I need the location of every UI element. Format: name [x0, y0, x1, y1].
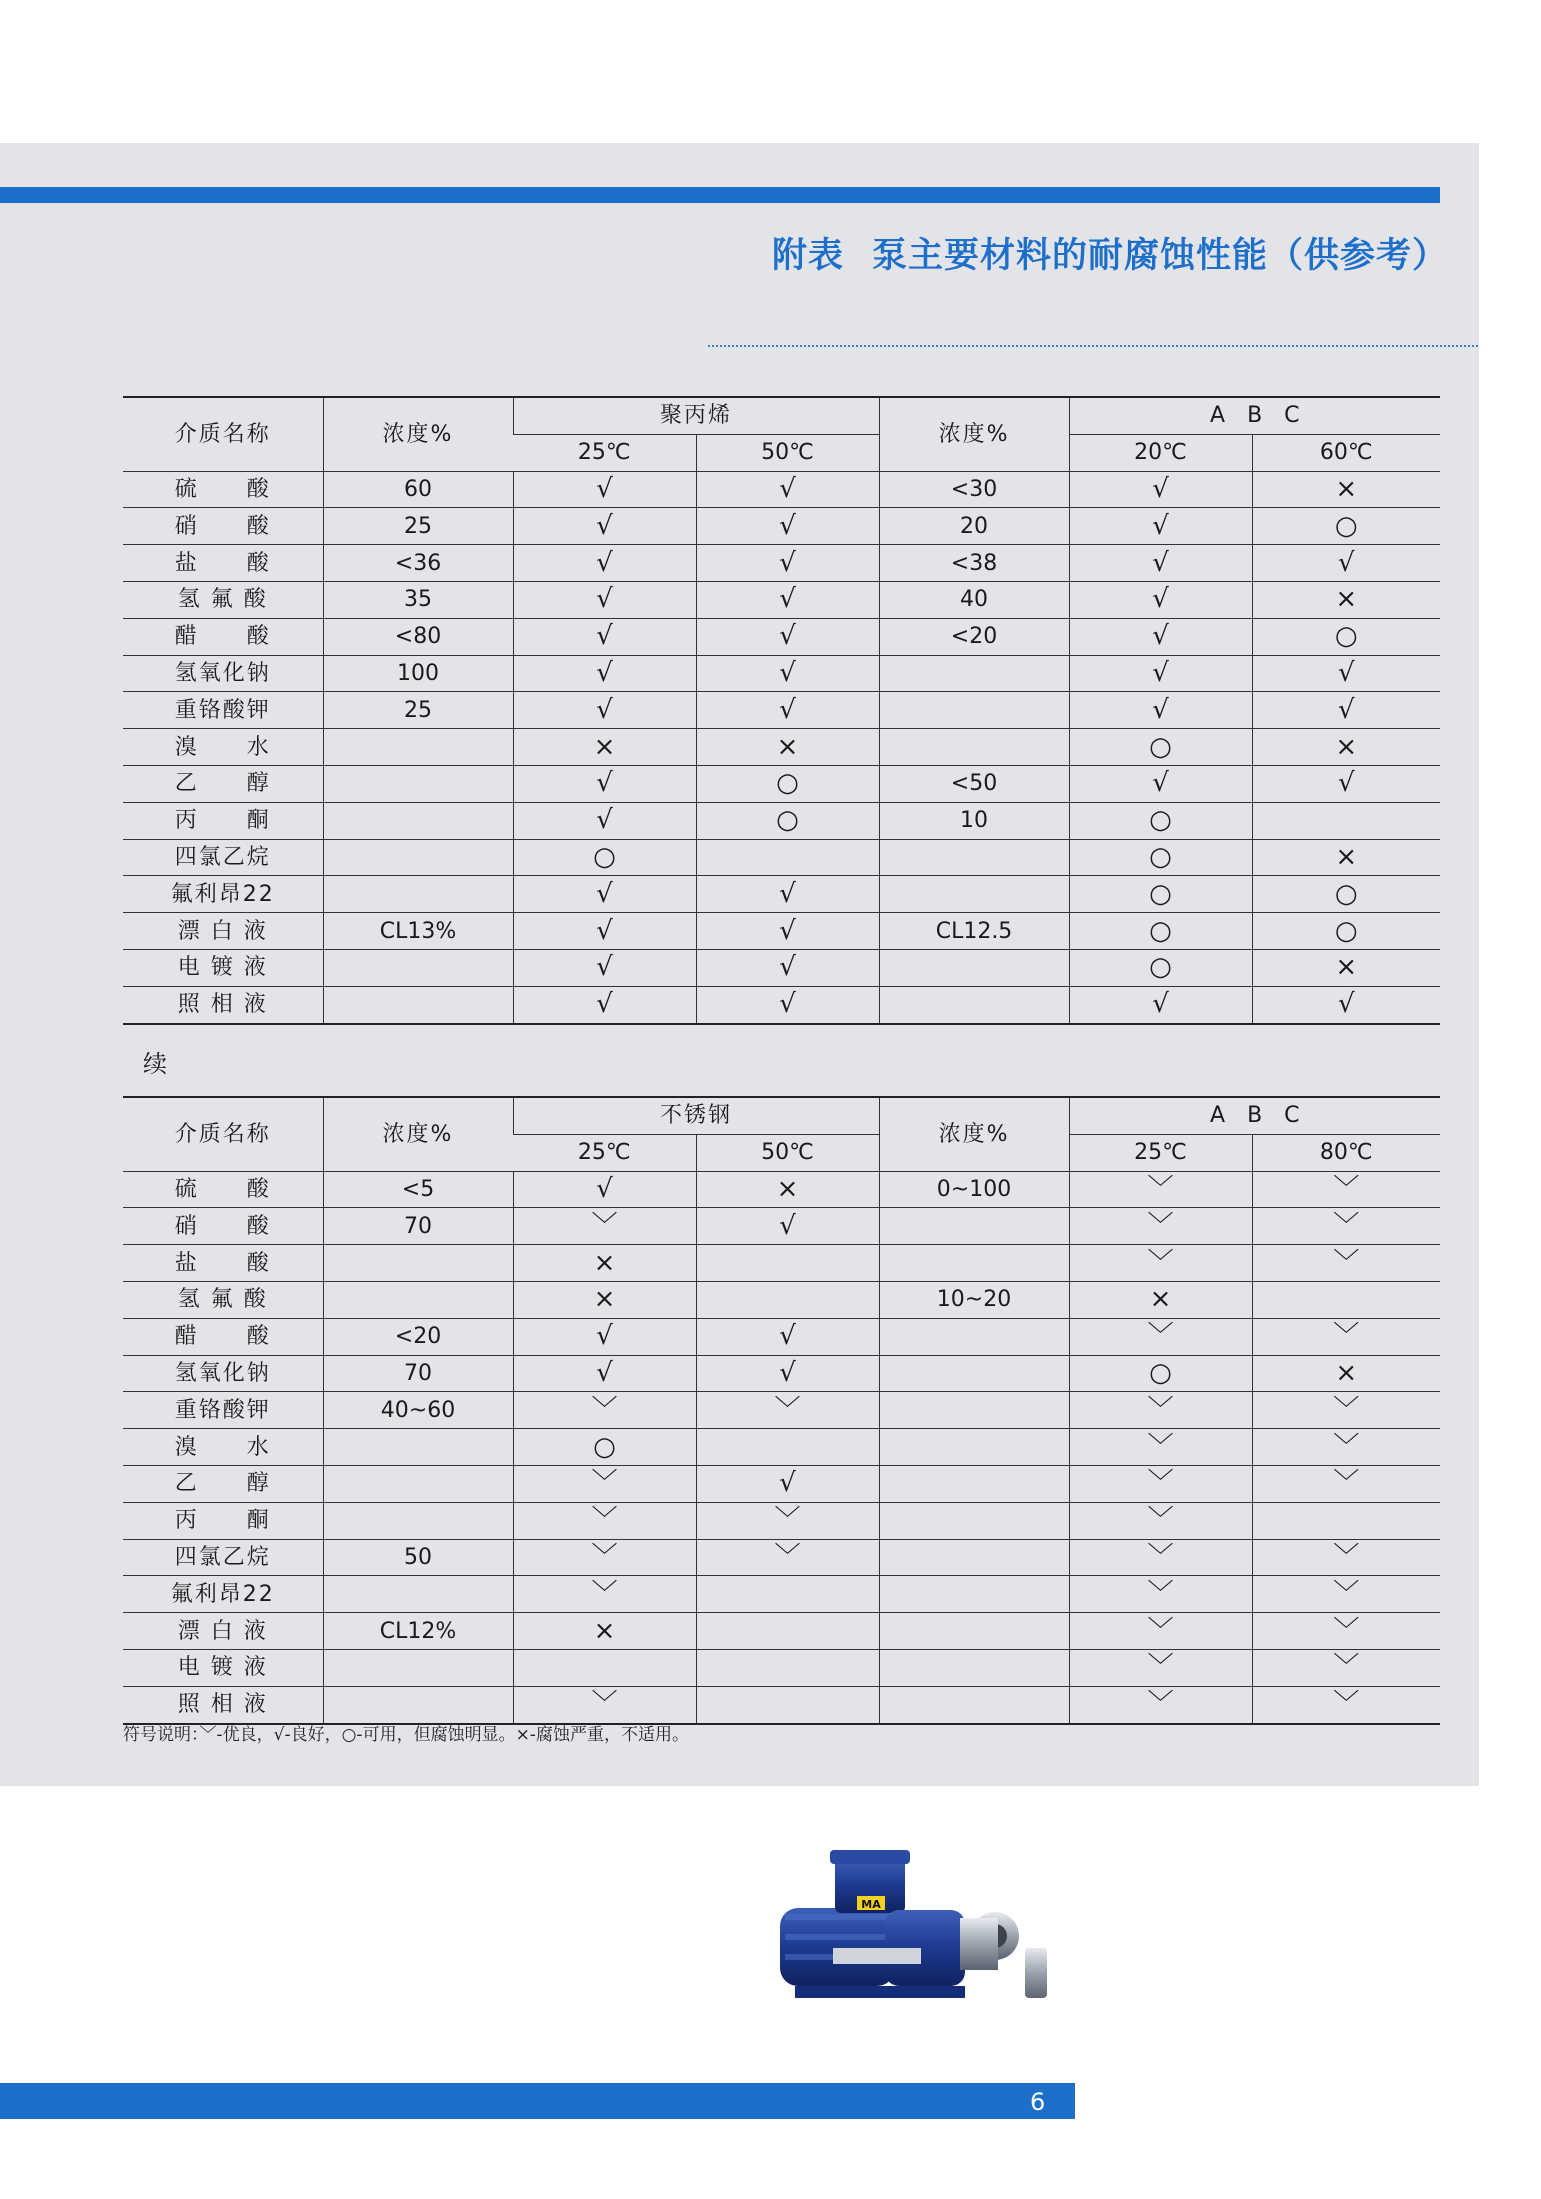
table-row — [123, 1465, 1440, 1502]
rating-cell: ﹀ — [1069, 1539, 1252, 1576]
concentration-cell: 25 — [323, 508, 513, 545]
rating-cell: × — [513, 1613, 696, 1650]
table-row — [123, 655, 1440, 692]
concentration-cell — [879, 876, 1069, 913]
medium-name-cell: 氢氧化钠 — [123, 655, 323, 692]
concentration-cell — [323, 1429, 513, 1466]
corrosion-table-polypropylene — [123, 396, 1440, 1025]
header-concentration-abc: 浓度% — [879, 397, 1069, 471]
rating-cell: ﹀ — [513, 1392, 696, 1429]
medium-name-cell: 氢 氟 酸 — [123, 581, 323, 618]
rating-cell — [696, 1429, 879, 1466]
rating-cell: × — [1069, 1281, 1252, 1318]
rating-cell: √ — [1252, 765, 1440, 802]
header-abc: A B C — [1069, 397, 1440, 434]
rating-cell: ﹀ — [1069, 1318, 1252, 1355]
table-row — [123, 876, 1440, 913]
rating-cell: × — [696, 729, 879, 766]
rating-cell: ﹀ — [1252, 1171, 1440, 1208]
header-temp-3: 20℃ — [1069, 434, 1252, 471]
rating-cell: √ — [513, 545, 696, 582]
rating-cell: √ — [1252, 545, 1440, 582]
rating-cell: √ — [513, 1318, 696, 1355]
rating-cell: √ — [513, 765, 696, 802]
concentration-cell — [879, 839, 1069, 876]
rating-cell: √ — [513, 618, 696, 655]
rating-cell: √ — [513, 692, 696, 729]
rating-cell: √ — [513, 471, 696, 508]
rating-cell: ○ — [513, 1429, 696, 1466]
concentration-cell — [879, 1355, 1069, 1392]
concentration-cell: 100 — [323, 655, 513, 692]
rating-cell: ﹀ — [1252, 1429, 1440, 1466]
rating-cell: ﹀ — [513, 1576, 696, 1613]
concentration-cell — [879, 1245, 1069, 1282]
concentration-cell — [879, 1465, 1069, 1502]
rating-cell: ﹀ — [1252, 1613, 1440, 1650]
medium-name-cell: 丙 酮 — [123, 1502, 323, 1539]
rating-cell: √ — [513, 913, 696, 950]
rating-cell: ﹀ — [1252, 1208, 1440, 1245]
rating-cell: ﹀ — [513, 1539, 696, 1576]
concentration-cell — [879, 1502, 1069, 1539]
rating-cell: √ — [1069, 618, 1252, 655]
table-row — [123, 1171, 1440, 1208]
rating-cell: ○ — [1252, 876, 1440, 913]
concentration-cell — [879, 692, 1069, 729]
rating-cell: ﹀ — [1252, 1392, 1440, 1429]
concentration-cell: 35 — [323, 581, 513, 618]
rating-cell: √ — [1069, 692, 1252, 729]
rating-cell: ○ — [1252, 913, 1440, 950]
rating-cell: √ — [1069, 986, 1252, 1023]
table-row — [123, 581, 1440, 618]
medium-name-cell: 盐 酸 — [123, 1245, 323, 1282]
medium-name-cell: 照 相 液 — [123, 986, 323, 1023]
rating-cell: √ — [1069, 508, 1252, 545]
concentration-cell: 40 — [879, 581, 1069, 618]
rating-cell: √ — [513, 508, 696, 545]
table-row — [123, 1281, 1440, 1318]
rating-cell: √ — [696, 1208, 879, 1245]
rating-cell: ○ — [1252, 508, 1440, 545]
rating-cell: ﹀ — [1069, 1208, 1252, 1245]
medium-name-cell: 硝 酸 — [123, 1208, 323, 1245]
concentration-cell — [879, 1686, 1069, 1723]
concentration-cell — [323, 986, 513, 1023]
rating-cell: × — [1252, 581, 1440, 618]
rating-cell: √ — [696, 913, 879, 950]
rating-cell: √ — [1069, 471, 1252, 508]
header-temp-2: 50℃ — [696, 1134, 879, 1171]
concentration-cell: 60 — [323, 471, 513, 508]
table-row — [123, 1208, 1440, 1245]
rating-cell: √ — [513, 581, 696, 618]
rating-cell: ﹀ — [1252, 1686, 1440, 1723]
rating-cell: ﹀ — [1069, 1576, 1252, 1613]
rating-cell: √ — [696, 655, 879, 692]
table-row — [123, 839, 1440, 876]
rating-cell: ﹀ — [1252, 1649, 1440, 1686]
medium-name-cell: 溴 水 — [123, 1429, 323, 1466]
rating-cell — [696, 1245, 879, 1282]
rating-cell: √ — [696, 986, 879, 1023]
table-row — [123, 1686, 1440, 1723]
header-concentration: 浓度% — [323, 397, 513, 471]
top-accent-bar — [0, 187, 1440, 203]
header-temp-3: 25℃ — [1069, 1134, 1252, 1171]
rating-cell: ○ — [696, 765, 879, 802]
rating-cell: √ — [696, 876, 879, 913]
table-row — [123, 1539, 1440, 1576]
rating-cell: √ — [696, 1318, 879, 1355]
rating-cell: ﹀ — [1069, 1649, 1252, 1686]
rating-cell: ﹀ — [696, 1392, 879, 1429]
rating-cell: ﹀ — [1252, 1576, 1440, 1613]
rating-cell: × — [1252, 839, 1440, 876]
concentration-cell: <36 — [323, 545, 513, 582]
concentration-cell — [879, 986, 1069, 1023]
rating-cell — [696, 839, 879, 876]
medium-name-cell: 照 相 液 — [123, 1686, 323, 1723]
rating-cell: ﹀ — [1069, 1465, 1252, 1502]
concentration-cell — [323, 1281, 513, 1318]
medium-name-cell: 重铬酸钾 — [123, 692, 323, 729]
rating-cell: √ — [513, 655, 696, 692]
rating-cell: ○ — [696, 802, 879, 839]
concentration-cell: 10 — [879, 802, 1069, 839]
concentration-cell: <80 — [323, 618, 513, 655]
medium-name-cell: 盐 酸 — [123, 545, 323, 582]
page-title — [600, 228, 1448, 278]
rating-cell: √ — [1069, 545, 1252, 582]
concentration-cell — [879, 1613, 1069, 1650]
rating-cell: ﹀ — [513, 1502, 696, 1539]
rating-cell: √ — [696, 508, 879, 545]
medium-name-cell: 漂 白 液 — [123, 913, 323, 950]
rating-cell — [1252, 1281, 1440, 1318]
concentration-cell: 70 — [323, 1208, 513, 1245]
table-row — [123, 618, 1440, 655]
pump-label: MA — [861, 1898, 881, 1911]
concentration-cell: CL12% — [323, 1613, 513, 1650]
rating-cell: ○ — [1069, 802, 1252, 839]
medium-name-cell: 乙 醇 — [123, 1465, 323, 1502]
rating-cell: ﹀ — [1252, 1539, 1440, 1576]
header-temp-4: 80℃ — [1252, 1134, 1440, 1171]
table-row — [123, 913, 1440, 950]
medium-name-cell: 丙 酮 — [123, 802, 323, 839]
rating-cell: ﹀ — [696, 1539, 879, 1576]
rating-cell — [696, 1613, 879, 1650]
header-concentration-abc: 浓度% — [879, 1097, 1069, 1171]
table-row — [123, 729, 1440, 766]
medium-name-cell: 四氯乙烷 — [123, 839, 323, 876]
rating-cell: √ — [513, 876, 696, 913]
concentration-cell — [323, 729, 513, 766]
rating-cell: √ — [1069, 655, 1252, 692]
medium-name-cell: 醋 酸 — [123, 618, 323, 655]
rating-cell: √ — [1069, 765, 1252, 802]
concentration-cell: <20 — [879, 618, 1069, 655]
table-row — [123, 765, 1440, 802]
rating-cell — [696, 1281, 879, 1318]
medium-name-cell: 硝 酸 — [123, 508, 323, 545]
table-row — [123, 802, 1440, 839]
rating-cell: ○ — [1069, 729, 1252, 766]
rating-cell: ﹀ — [1069, 1171, 1252, 1208]
medium-name-cell: 重铬酸钾 — [123, 1392, 323, 1429]
concentration-cell — [323, 802, 513, 839]
concentration-cell: <38 — [879, 545, 1069, 582]
rating-cell: × — [513, 1245, 696, 1282]
medium-name-cell: 电 镀 液 — [123, 1649, 323, 1686]
medium-name-cell: 四氯乙烷 — [123, 1539, 323, 1576]
concentration-cell: <20 — [323, 1318, 513, 1355]
rating-cell: ﹀ — [513, 1208, 696, 1245]
concentration-cell: 0~100 — [879, 1171, 1069, 1208]
rating-cell: √ — [513, 1171, 696, 1208]
rating-cell: × — [696, 1171, 879, 1208]
page-number: 6 — [1030, 2088, 1046, 2116]
rating-cell: ﹀ — [1252, 1465, 1440, 1502]
concentration-cell — [879, 729, 1069, 766]
concentration-cell — [879, 1392, 1069, 1429]
rating-cell: × — [513, 1281, 696, 1318]
rating-cell: √ — [513, 802, 696, 839]
table-row — [123, 692, 1440, 729]
magnetic-pump-image — [775, 1838, 1065, 2018]
concentration-cell: 10~20 — [879, 1281, 1069, 1318]
concentration-cell: <5 — [323, 1171, 513, 1208]
table-row — [123, 1649, 1440, 1686]
rating-cell: ﹀ — [513, 1686, 696, 1723]
medium-name-cell: 硫 酸 — [123, 471, 323, 508]
rating-cell: √ — [1252, 655, 1440, 692]
header-temp-4: 60℃ — [1252, 434, 1440, 471]
concentration-cell: CL13% — [323, 913, 513, 950]
medium-name-cell: 硫 酸 — [123, 1171, 323, 1208]
continued-label: 续 — [143, 1050, 167, 1078]
rating-cell: ○ — [1069, 913, 1252, 950]
header-temp-2: 50℃ — [696, 434, 879, 471]
concentration-cell — [323, 1576, 513, 1613]
title-dotted-divider — [708, 345, 1478, 347]
corrosion-table-stainless-steel — [123, 1096, 1440, 1725]
table-row — [123, 949, 1440, 986]
concentration-cell: CL12.5 — [879, 913, 1069, 950]
rating-cell: ﹀ — [1252, 1318, 1440, 1355]
rating-cell: √ — [696, 545, 879, 582]
table-row — [123, 1613, 1440, 1650]
rating-cell: × — [513, 729, 696, 766]
rating-cell — [696, 1576, 879, 1613]
medium-name-cell: 氢 氟 酸 — [123, 1281, 323, 1318]
concentration-cell: 25 — [323, 692, 513, 729]
concentration-cell — [879, 1649, 1069, 1686]
concentration-cell — [879, 1576, 1069, 1613]
concentration-cell — [323, 1465, 513, 1502]
rating-cell: ○ — [513, 839, 696, 876]
concentration-cell — [323, 1686, 513, 1723]
rating-cell: ○ — [1069, 949, 1252, 986]
medium-name-cell: 氟利昂22 — [123, 876, 323, 913]
rating-cell: √ — [696, 618, 879, 655]
rating-cell — [1252, 1502, 1440, 1539]
medium-name-cell: 氢氧化钠 — [123, 1355, 323, 1392]
concentration-cell: 40~60 — [323, 1392, 513, 1429]
rating-cell: × — [1252, 949, 1440, 986]
concentration-cell — [323, 1649, 513, 1686]
rating-cell: √ — [1252, 692, 1440, 729]
medium-name-cell: 电 镀 液 — [123, 949, 323, 986]
concentration-cell — [323, 839, 513, 876]
medium-name-cell: 氟利昂22 — [123, 1576, 323, 1613]
rating-cell: ﹀ — [1069, 1613, 1252, 1650]
rating-cell: ○ — [1069, 839, 1252, 876]
table-row — [123, 1429, 1440, 1466]
rating-cell — [513, 1649, 696, 1686]
header-medium: 介质名称 — [123, 397, 323, 471]
rating-cell: ﹀ — [1069, 1429, 1252, 1466]
rating-cell: √ — [513, 949, 696, 986]
rating-cell: ○ — [1069, 876, 1252, 913]
rating-cell: √ — [696, 1355, 879, 1392]
table-row — [123, 1318, 1440, 1355]
concentration-cell — [323, 876, 513, 913]
concentration-cell: 20 — [879, 508, 1069, 545]
table-row — [123, 1355, 1440, 1392]
rating-cell — [696, 1686, 879, 1723]
rating-cell: × — [1252, 471, 1440, 508]
concentration-cell: <30 — [879, 471, 1069, 508]
rating-cell: √ — [513, 986, 696, 1023]
concentration-cell — [879, 1429, 1069, 1466]
header-concentration: 浓度% — [323, 1097, 513, 1171]
table-row — [123, 986, 1440, 1023]
title-prefix: 附表 — [771, 236, 844, 276]
rating-cell: ﹀ — [1069, 1686, 1252, 1723]
concentration-cell — [879, 655, 1069, 692]
medium-name-cell: 溴 水 — [123, 729, 323, 766]
rating-cell: √ — [1252, 986, 1440, 1023]
title-main: 泵主要材料的耐腐蚀性能（供参考） — [871, 236, 1448, 276]
concentration-cell — [879, 1208, 1069, 1245]
bottom-accent-bar — [0, 2083, 1075, 2119]
rating-cell: ﹀ — [1252, 1245, 1440, 1282]
concentration-cell — [879, 949, 1069, 986]
rating-cell: ﹀ — [696, 1502, 879, 1539]
concentration-cell: 70 — [323, 1355, 513, 1392]
concentration-cell — [323, 949, 513, 986]
medium-name-cell: 漂 白 液 — [123, 1613, 323, 1650]
header-temp-1: 25℃ — [513, 434, 696, 471]
header-medium: 介质名称 — [123, 1097, 323, 1171]
rating-cell: ○ — [1252, 618, 1440, 655]
rating-cell: ﹀ — [1069, 1245, 1252, 1282]
header-temp-1: 25℃ — [513, 1134, 696, 1171]
concentration-cell — [879, 1539, 1069, 1576]
symbol-legend: 符号说明：﹀-优良，√-良好，○-可用，但腐蚀明显。×-腐蚀严重，不适用。 — [123, 1725, 689, 1745]
rating-cell: √ — [696, 471, 879, 508]
rating-cell — [1252, 802, 1440, 839]
table-row — [123, 545, 1440, 582]
table-row — [123, 508, 1440, 545]
rating-cell: ﹀ — [513, 1465, 696, 1502]
concentration-cell — [879, 1318, 1069, 1355]
rating-cell: √ — [696, 692, 879, 729]
rating-cell: ﹀ — [1069, 1502, 1252, 1539]
rating-cell: ○ — [1069, 1355, 1252, 1392]
concentration-cell: <50 — [879, 765, 1069, 802]
concentration-cell — [323, 765, 513, 802]
rating-cell: × — [1252, 729, 1440, 766]
rating-cell: √ — [696, 1465, 879, 1502]
rating-cell: √ — [513, 1355, 696, 1392]
table-row — [123, 1392, 1440, 1429]
concentration-cell: 50 — [323, 1539, 513, 1576]
rating-cell: × — [1252, 1355, 1440, 1392]
table-row — [123, 1576, 1440, 1613]
table-row — [123, 1502, 1440, 1539]
header-material: 不锈钢 — [513, 1097, 879, 1134]
rating-cell: ﹀ — [1069, 1392, 1252, 1429]
rating-cell: √ — [1069, 581, 1252, 618]
rating-cell: √ — [696, 949, 879, 986]
medium-name-cell: 乙 醇 — [123, 765, 323, 802]
table-row — [123, 471, 1440, 508]
rating-cell — [696, 1649, 879, 1686]
concentration-cell — [323, 1502, 513, 1539]
medium-name-cell: 醋 酸 — [123, 1318, 323, 1355]
table-row — [123, 1245, 1440, 1282]
concentration-cell — [323, 1245, 513, 1282]
header-abc: A B C — [1069, 1097, 1440, 1134]
header-material: 聚丙烯 — [513, 397, 879, 434]
rating-cell: √ — [696, 581, 879, 618]
